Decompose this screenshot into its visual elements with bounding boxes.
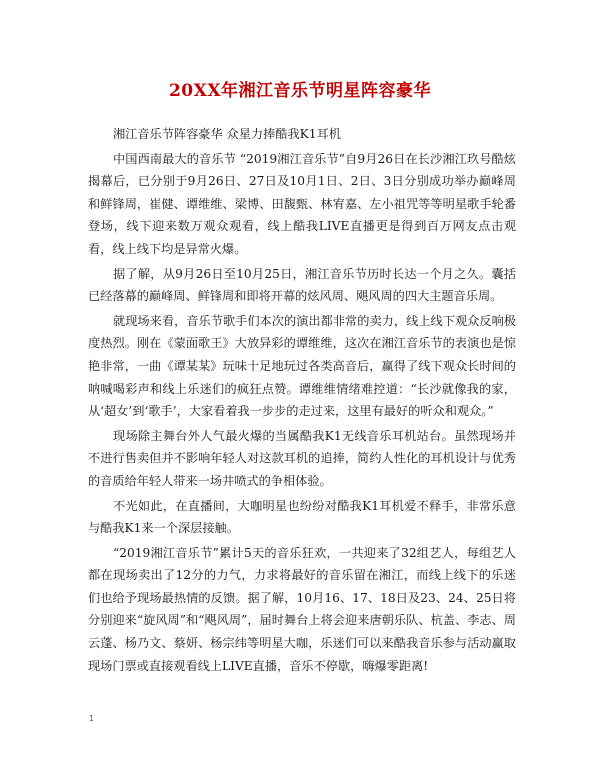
document-body: [88, 123, 516, 679]
document-title: 20XX年湘江音乐节明星阵容豪华: [168, 81, 432, 101]
subtitle-paragraph: 湘江音乐节阵容豪华 众星力捧酷我K1耳机: [113, 127, 341, 141]
body-paragraph: 不光如此，在直播间，大咖明星也纷纷对酷我K1耳机爱不释手，非常乐意与酷我K1来一个深层接触。: [88, 498, 516, 536]
body-paragraph: 中国西南最大的音乐节 “2019湘江音乐节”自9月26日在长沙湘江玖号酷炫揭幕后，已分别于9月26日、27日及10月1日、2日、3日分别成功举办巅峰周和鲜锋周，崔健、谭维维、梁博、田馥甄、林宥嘉、左小祖咒等等明星歌手轮番登场，线下迎来数万观众观看，线上酷我LIVE直播更是得到百万网友点击观看，线上线下均是异常火爆。: [88, 151, 516, 256]
page-number: 1: [89, 714, 95, 723]
body-paragraph: “2019湘江音乐节”累计5天的音乐狂欢，一共迎来了32组艺人，每组艺人都在现场卖出了12分的力气，力求将最好的音乐留在湘江，而线上线下的乐迷们也给予现场最热情的反馈。据了解，10月16、17、18日及23、24、25日将分别迎来“旋风周”和“飓风周”，届时舞台上将会迎来唐朝乐队、杭盖、李志、周云蓬、杨乃文、蔡妍、杨宗纬等明星大咖，乐迷们可以来酷我音乐参与活动赢取现场门票或直接观看线上LIVE直播，音乐不停歇，嗨爆零距离!: [88, 545, 516, 673]
body-paragraph: 现场除主舞台外人气最火爆的当属酷我K1无线音乐耳机站台。虽然现场并不进行售卖但并不影响年轻人对这款耳机的追捧，简约人性化的耳机设计与优秀的音质给年轻人带来一场井喷式的争相体验。: [88, 428, 516, 488]
body-paragraph: 就现场来看，音乐节歌手们本次的演出都非常的卖力，线上线下观众反响极度热烈。刚在《蒙面歌王》大放异彩的谭维维，这次在湘江音乐节的表演也是惊艳非常，一曲《谭某某》玩味十足地玩过各类高音后，赢得了线下观众长时间的呐喊喝彩声和线上乐迷们的疯狂点赞。谭维维情绪难控道：“长沙就像我的家，从‘超女’到‘歌手’，大家看着我一步步的走过来，这里有最好的听众和观众。”: [88, 313, 516, 419]
body-paragraph: 据了解，从9月26日至10月25日，湘江音乐节历时长达一个月之久。囊括已经落幕的巅峰周、鲜锋周和即将开幕的炫风周、飓风周的四大主题音乐周。: [88, 266, 516, 304]
